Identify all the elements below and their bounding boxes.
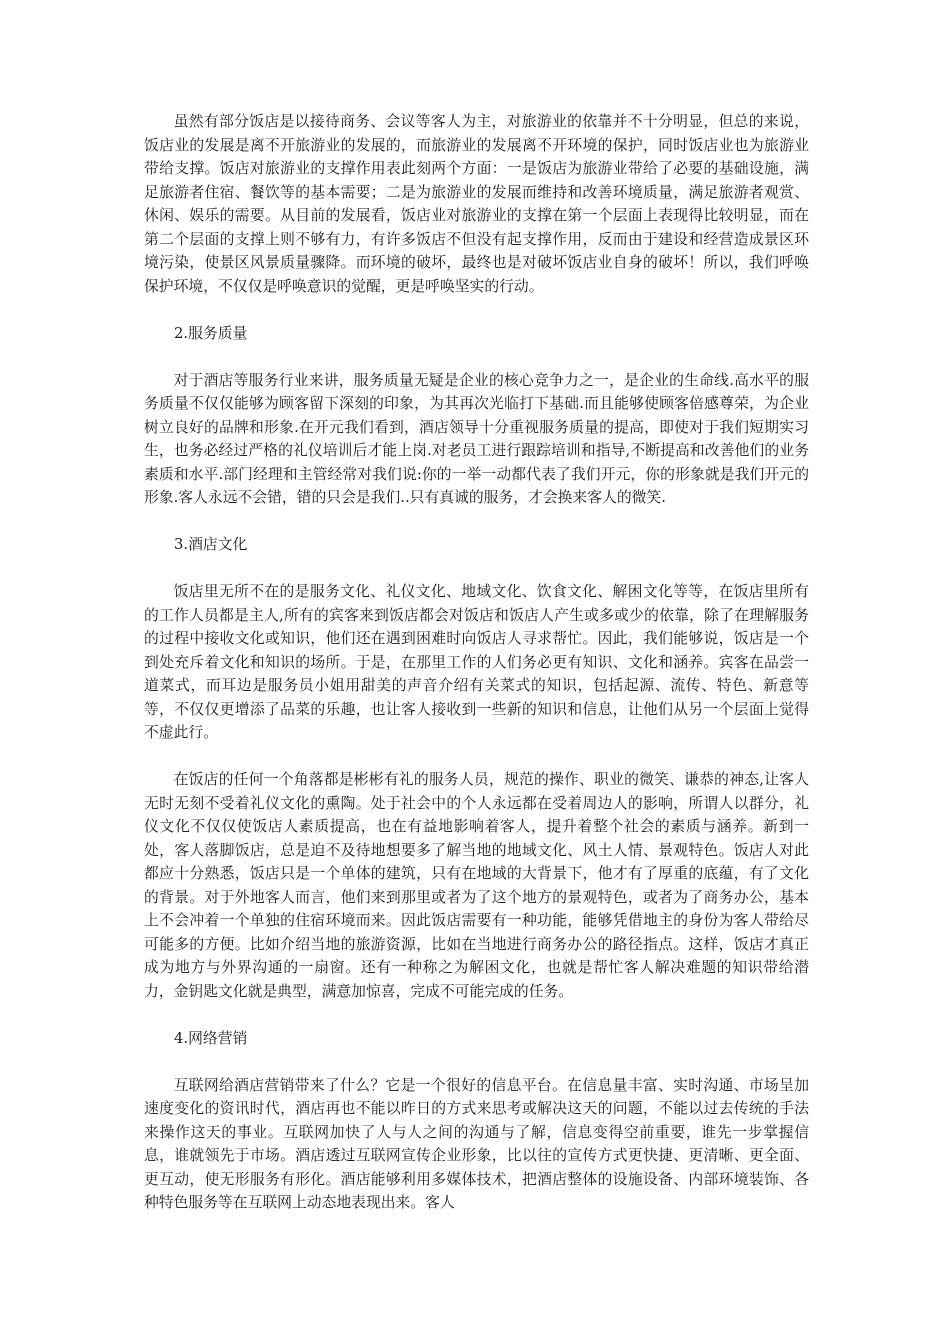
- paragraph-spacer: [144, 1050, 809, 1074]
- paragraph-spacer: [144, 510, 809, 534]
- paragraph-network-marketing: 互联网给酒店营销带来了什么？它是一个很好的信息平台。在信息量丰富、实时沟通、市场呈加速度变化的资讯时代，酒店再也不能以昨日的方式来思考或解决这天的问题，不能以过去传统的手法来操作这天的事业。互联网加快了人与人之间的沟通与了解，信息变得空前重要，谁先一步掌握信息，谁就领先于市场。酒店透过互联网宣传企业形象，比以往的宣传方式更快捷、更清晰、更全面、更互动，使无形服务有形化。酒店能够利用多媒体技术，把酒店整体的设施设备、内部环境装饰、各种特色服务等在互联网上动态地表现出来。客人: [144, 1076, 809, 1211]
- paragraph-spacer: [144, 298, 809, 322]
- paragraph-spacer: [144, 745, 809, 769]
- heading-service-quality: 2.服务质量: [174, 324, 248, 342]
- paragraph-spacer: [144, 557, 809, 581]
- paragraph-spacer: [144, 1003, 809, 1027]
- heading-hotel-culture: 3.酒店文化: [174, 536, 248, 553]
- paragraph-hotel-culture-2: 在饭店的任何一个角落都是彬彬有礼的服务人员，规范的操作、职业的微笑、谦恭的神态,让客人无时无刻不受着礼仪文化的熏陶。处于社会中的个人永远都在受着周边人的影响，所谓人以群分，礼仪文化不仅仅使饭店人素质提高，也在有益地影响着客人，提升着整个社会的素质与涵养。新到一处，客人落脚饭店，总是迫不及待地想要多了解当地的地域文化、风土人情、景观特色。饭店人对此都应十分熟悉，饭店只是一个单体的建筑，只有在地域的大背景下，他才有了厚重的底蕴，有了文化的背景。对于外地客人而言，他们来到那里或者为了这个地方的景观特色，或者为了商务办公，基本上不会冲着一个单独的住宿环境而来。因此饭店需要有一种功能，能够凭借地主的身份为客人带给尽可能多的方便。比如介绍当地的旅游资源，比如在当地进行商务办公的路径指点。这样，饭店才真正成为地方与外界沟通的一扇窗。还有一种称之为解困文化，也就是帮忙客人解决难题的知识带给潜力，金钥匙文化就是典型，满意加惊喜，完成不可能完成的任务。: [144, 771, 809, 1000]
- document-body: [144, 110, 809, 1215]
- heading-network-marketing: 4.网络营销: [174, 1029, 248, 1047]
- paragraph-hotel-culture-1: 饭店里无所不在的是服务文化、礼仪文化、地域文化、饮食文化、解困文化等等，在饭店里所有的工作人员都是主人,所有的宾客来到饭店都会对饭店和饭店人产生或多或少的依靠，除了在理解服务的过程中接收文化或知识，他们还在遇到困难时向饭店人寻求帮忙。因此，我们能够说，饭店是一个到处充斥着文化和知识的场所。于是，在那里工作的人们务必更有知识、文化和涵养。宾客在品尝一道菜式，而耳边是服务员小姐用甜美的声音介绍有关菜式的知识，包括起源、流传、特色、新意等等，不仅仅更增添了品菜的乐趣，也让客人接收到一些新的知识和信息，让他们从另一个层面上觉得不虚此行。: [144, 583, 809, 741]
- paragraph-spacer: [144, 345, 809, 369]
- paragraph-environment: 虽然有部分饭店是以接待商务、会议等客人为主，对旅游业的依靠并不十分明显，但总的来说，饭店业的发展是离不开旅游业的发展的，而旅游业的发展离不开环境的保护，同时饭店业也为旅游业带给支撑。饭店对旅游业的支撑作用表此刻两个方面：一是饭店为旅游业带给了必要的基础设施，满足旅游者住宿、餐饮等的基本需要；二是为旅游业的发展而维持和改善环境质量，满足旅游者观赏、休闲、娱乐的需要。从目前的发展看，饭店业对旅游业的支撑在第一个层面上表现得比较明显，而在第二个层面的支撑上则不够有力，有许多饭店不但没有起支撑作用，反而由于建设和经营造成景区环境污染，使景区风景质量骤降。而环境的破坏，最终也是对破坏饭店业自身的破坏！所以，我们呼唤保护环境，不仅仅是呼唤意识的觉醒，更是呼唤坚实的行动。: [144, 113, 809, 295]
- paragraph-service-quality: 对于酒店等服务行业来讲，服务质量无疑是企业的核心竞争力之一，是企业的生命线.高水平的服务质量不仅仅能够为顾客留下深刻的印象，为其再次光临打下基础.而且能够使顾客倍感尊荣，为企业树立良好的品牌和形象.在开元我们看到，酒店领导十分重视服务质量的提高，即使对于我们短期实习生，也务必经过严格的礼仪培训后才能上岗.对老员工进行跟踪培训和指导,不断提高和改善他们的业务素质和水平.部门经理和主管经常对我们说:你的一举一动都代表了我们开元，你的形象就是我们开元的形象.客人永远不会错，错的只会是我们..只有真诚的服务，才会换来客人的微笑.: [144, 371, 809, 506]
